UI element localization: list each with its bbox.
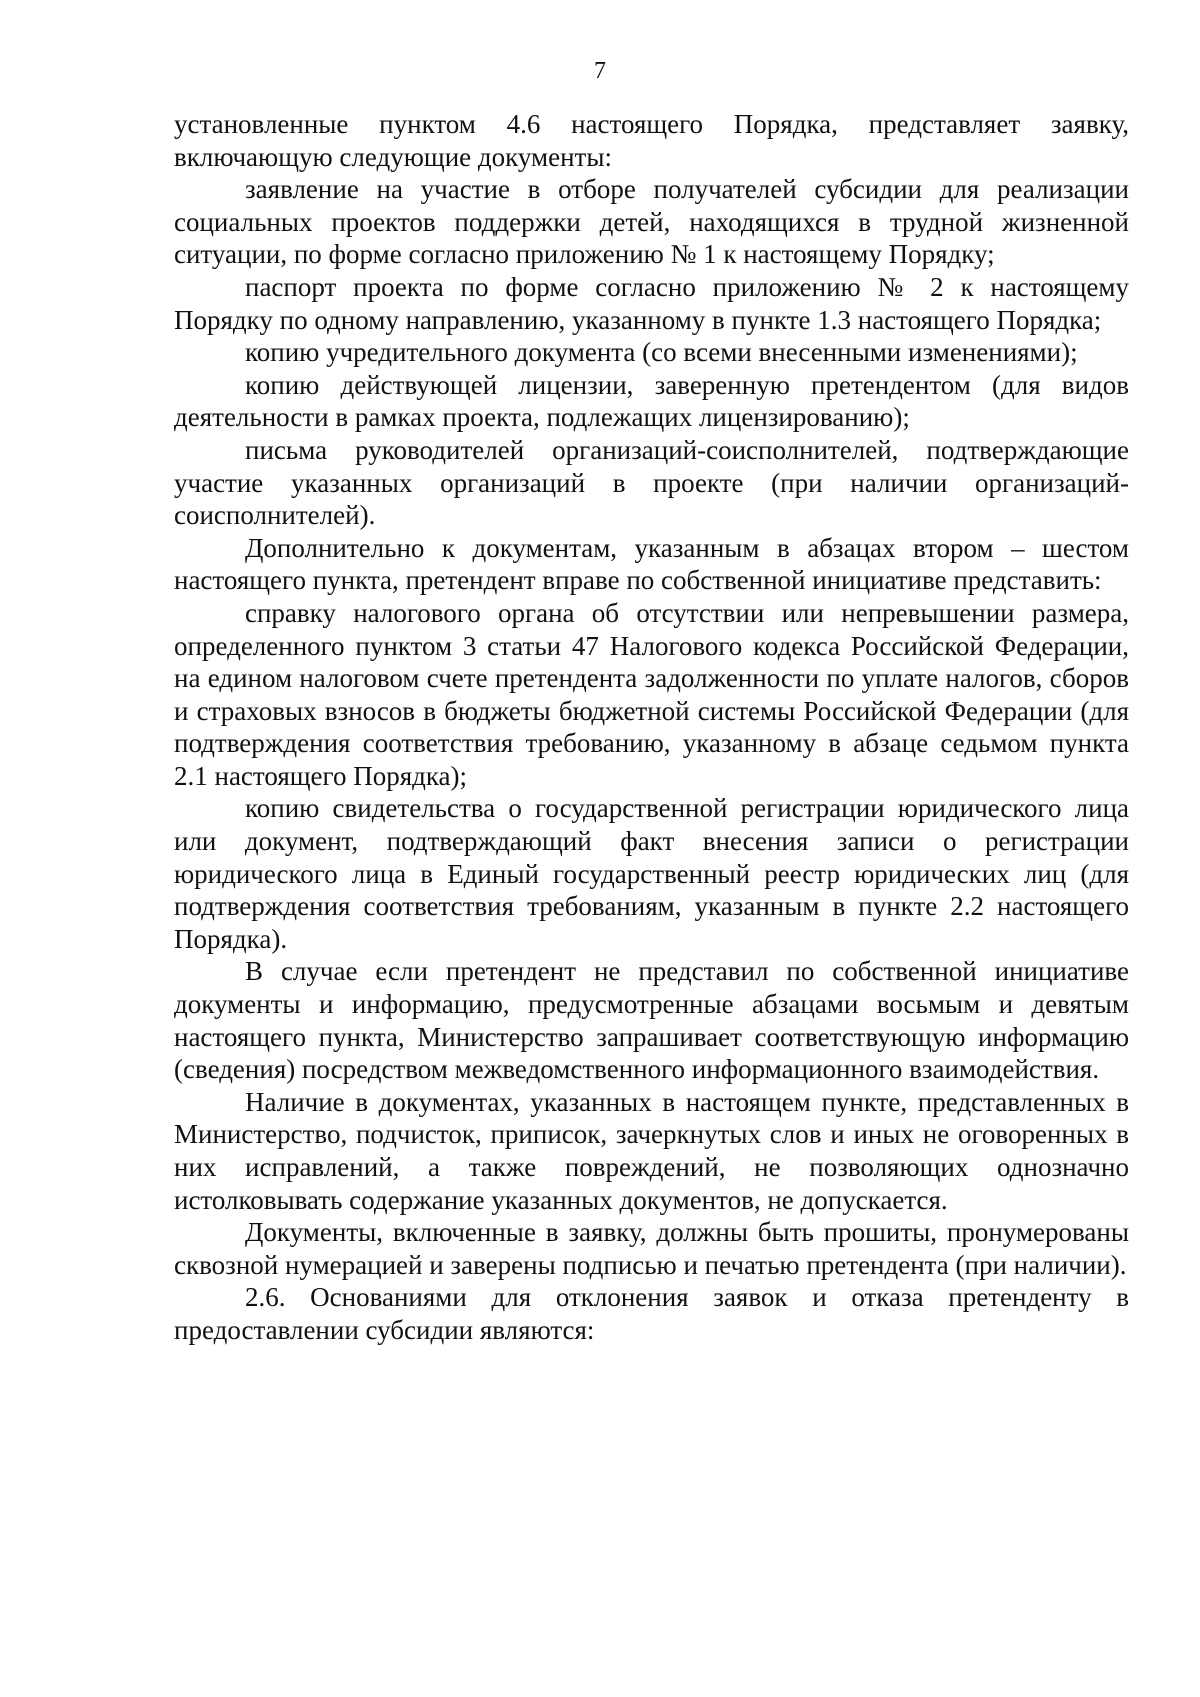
paragraph-project-passport: паспорт проекта по форме согласно приложению № 2 к настоящему Порядку по одному направлению, указанному в пункте 1.3 настоящего Порядка; <box>174 271 1129 335</box>
paragraph-founding-document: копию учредительного документа (со всеми внесенными изменениями); <box>245 337 1078 368</box>
paragraph-license: копию действующей лицензии, заверенную претендентом (для видов деятельности в рамках проекта, подлежащих лицензированию); <box>174 369 1129 433</box>
paragraph-binding-requirements: Документы, включенные в заявку, должны быть прошиты, пронумерованы сквозной нумерацией и заверены подписью и печатью претендента (при наличии). <box>174 1217 1129 1280</box>
paragraph-interagency-request: В случае если претендент не представил по собственной инициативе документы и информацию, предусмотренные абзацами восьмым и девятым настоящего пункта, Министерство запрашивает соответствующую информацию (сведения) посредством межведомственного информационного взаимодействия. <box>174 956 1129 1085</box>
paragraph-registration-certificate: копию свидетельства о государственной регистрации юридического лица или документ, подтверждающий факт внесения записи о регистрации юридического лица в Единый государственный реестр юридических лиц (для подтверждения соответствия требованиям, указанным в пункте 2.2 настоящего Порядка). <box>174 793 1129 954</box>
paragraph-corrections-not-allowed: Наличие в документах, указанных в настоящем пункте, представленных в Министерство, подчисток, приписок, зачеркнутых слов и иных не оговоренных в них исправлений, а также повреждений, не позволяющих однозначно истолковывать содержание указанных документов, не допускается. <box>174 1086 1129 1215</box>
paragraph-section-2-6: 2.6. Основаниями для отклонения заявок и отказа претенденту в предоставлении субсидии являются: <box>174 1282 1129 1345</box>
page-number: 7 <box>594 58 606 84</box>
paragraph-additional-documents: Дополнительно к документам, указанным в абзацах втором – шестом настоящего пункта, претендент вправе по собственной инициативе представить: <box>174 532 1129 596</box>
paragraph-tax-certificate: справку налогового органа об отсутствии или непревышении размера, определенного пунктом 3 статьи 47 Налогового кодекса Российской Федерации, на едином налоговом счете претендента задолженности по уплате налогов, сборов и страховых взносов в бюджеты бюджетной системы Российской Федерации (для подтверждения соответствия требованию, указанному в абзаце седьмом пункта 2.1 настоящего Порядка); <box>174 597 1129 791</box>
paragraph-continuation: установленные пунктом 4.6 настоящего Порядка, представляет заявку, включающую следующие документы: <box>174 109 1129 172</box>
document-body <box>174 108 1129 1347</box>
paragraph-co-executor-letters: письма руководителей организаций-соисполнителей, подтверждающие участие указанных организаций в проекте (при наличии организаций-соисполнителей). <box>174 434 1129 531</box>
paragraph-application-form: заявление на участие в отборе получателей субсидии для реализации социальных проектов поддержки детей, находящихся в трудной жизненной ситуации, по форме согласно приложению № 1 к настоящему Порядку; <box>174 174 1129 270</box>
